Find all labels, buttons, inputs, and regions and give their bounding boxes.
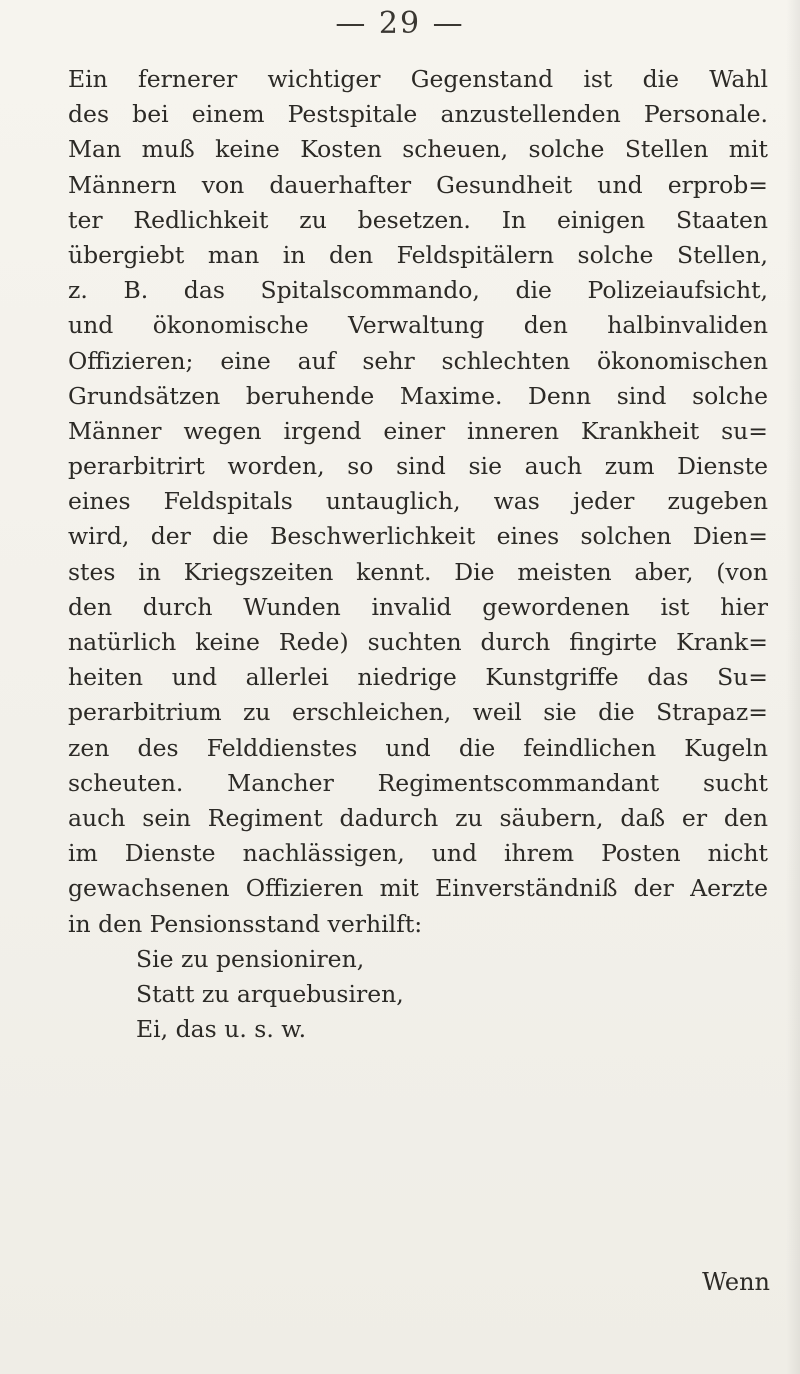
text-line: des bei einem Pestspitale anzustellenden Personale. [68, 100, 768, 129]
text-line: perarbitrirt worden, so sind sie auch zum Dienste [68, 452, 768, 481]
body-text [68, 62, 768, 1047]
text-line: perarbitrium zu erschleichen, weil sie die Strapaz= [68, 698, 768, 727]
text-line: Männer wegen irgend einer inneren Krankheit su= [68, 416, 768, 445]
text-line: eines Feldspitals untauglich, was jeder zugeben [68, 487, 768, 516]
page-edge-shadow [786, 0, 800, 1374]
text-line: den durch Wunden invalid gewordenen ist hier [68, 592, 768, 621]
text-line: heiten und allerlei niedrige Kunstgriffe das Su= [68, 663, 768, 692]
text-line: ter Redlichkeit zu besetzen. In einigen Staaten [68, 205, 768, 234]
text-line: Männern von dauerhafter Gesundheit und erprob= [68, 170, 768, 199]
catchword: Wenn [702, 1268, 770, 1296]
verse-line: Sie zu pensioniren, [136, 944, 365, 973]
text-line: und ökonomische Verwaltung den halbinvaliden [68, 311, 768, 340]
text-line: im Dienste nachlässigen, und ihrem Posten nicht [68, 839, 768, 868]
text-line: Ein fernerer wichtiger Gegenstand ist die Wahl [68, 65, 768, 93]
text-line: z. B. das Spitalscommando, die Polizeiaufsicht, [68, 276, 768, 305]
verse-line: Statt zu arquebusiren, [136, 979, 404, 1008]
text-line: in den Pensionsstand verhilft: [68, 909, 423, 938]
text-line: Man muß keine Kosten scheuen, solche Stellen mit [68, 135, 768, 164]
text-line: zen des Felddienstes und die feindlichen Kugeln [68, 733, 768, 762]
text-line: übergiebt man in den Feldspitälern solche Stellen, [68, 240, 768, 269]
page-number: — 29 — [335, 6, 465, 41]
text-line: Grundsätzen beruhende Maxime. Denn sind solche [68, 381, 768, 410]
text-line: auch sein Regiment dadurch zu säubern, daß er den [68, 803, 768, 832]
text-line: wird, der die Beschwerlichkeit eines solchen Dien= [68, 522, 768, 551]
text-line: scheuten. Mancher Regimentscommandant sucht [68, 768, 768, 797]
text-line: natürlich keine Rede) suchten durch fingirte Krank= [68, 628, 768, 656]
text-line: stes in Kriegszeiten kennt. Die meisten aber, (von [68, 557, 768, 586]
text-line: gewachsenen Offizieren mit Einverständniß der Aerzte [68, 874, 768, 903]
verse-line: Ei, das u. s. w. [136, 1015, 307, 1044]
text-line: Offizieren; eine auf sehr schlechten ökonomischen [68, 346, 768, 375]
